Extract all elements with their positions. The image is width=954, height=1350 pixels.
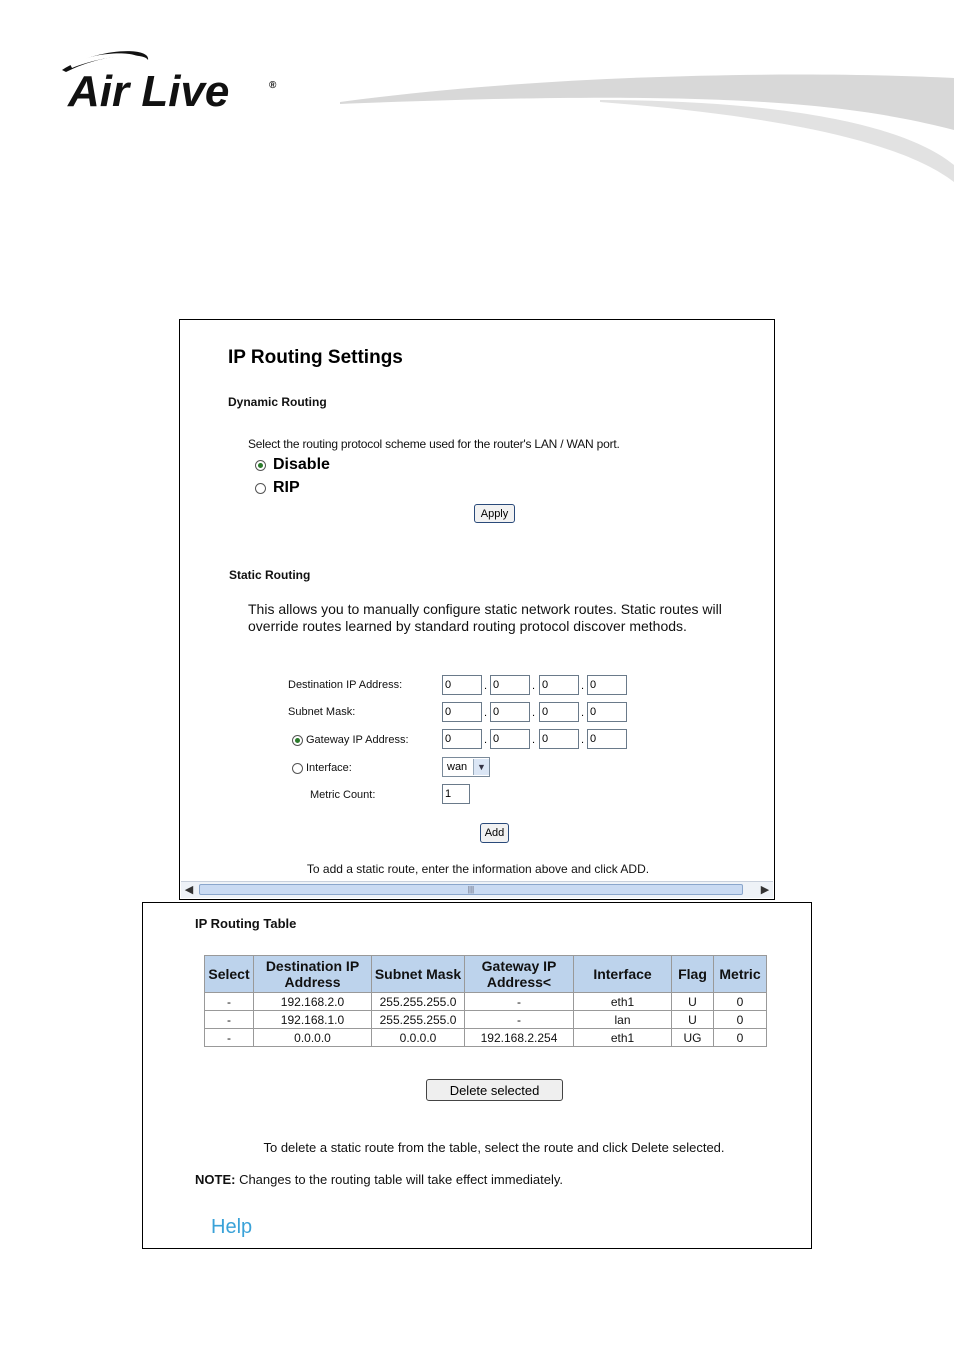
table-header-row <box>205 956 767 993</box>
table-cell: 192.168.1.0 <box>254 1011 372 1029</box>
destination-ip-octet-4[interactable] <box>587 675 627 695</box>
table-cell: eth1 <box>574 993 672 1011</box>
subnet-mask-octet-4[interactable] <box>587 702 627 722</box>
header-swoosh <box>340 70 954 190</box>
scroll-right-icon[interactable]: ▶ <box>760 884 770 896</box>
scroll-left-icon[interactable]: ◀ <box>184 884 194 896</box>
table-cell: 192.168.2.254 <box>465 1029 574 1047</box>
radio-disable[interactable] <box>255 460 266 471</box>
gateway-ip-octet-2[interactable] <box>490 729 530 749</box>
octet-separator: . <box>484 680 488 692</box>
page-title: IP Routing Settings <box>228 347 403 368</box>
destination-ip-octet-3[interactable] <box>539 675 579 695</box>
metric-count-input[interactable] <box>442 784 470 804</box>
octet-separator: . <box>532 734 536 746</box>
help-link[interactable]: Help <box>211 1216 253 1238</box>
octet-separator: . <box>484 734 488 746</box>
radio-interface[interactable] <box>292 763 303 774</box>
note-line <box>195 1172 563 1187</box>
routing-table-panel <box>142 902 812 1249</box>
table-cell: lan <box>574 1011 672 1029</box>
interface-radio-option[interactable] <box>292 762 352 774</box>
subnet-mask-octet-1[interactable] <box>442 702 482 722</box>
table-cell: U <box>672 1011 714 1029</box>
static-routing-description: This allows you to manually configure static network routes. Static routes will override routes learned by standard routing protocol discover methods. <box>248 601 722 634</box>
table-row[interactable] <box>205 1011 767 1029</box>
table-cell[interactable]: - <box>205 993 254 1011</box>
subnet-mask-octet-2[interactable] <box>490 702 530 722</box>
delete-route-note: To delete a static route from the table, select the route and click Delete selected. <box>263 1140 725 1155</box>
table-cell: 255.255.255.0 <box>372 1011 465 1029</box>
scrollbar-thumb[interactable]: ||| <box>199 884 743 895</box>
table-row[interactable] <box>205 1029 767 1047</box>
note-text: Changes to the routing table will take effect immediately. <box>235 1172 564 1187</box>
destination-ip-label: Destination IP Address: <box>288 679 403 691</box>
routing-table <box>204 955 767 1047</box>
svg-text:®: ® <box>269 80 277 91</box>
table-row[interactable] <box>205 993 767 1011</box>
table-cell: U <box>672 993 714 1011</box>
table-cell: - <box>465 1011 574 1029</box>
gateway-ip-octet-1[interactable] <box>442 729 482 749</box>
radio-disable-label: Disable <box>273 456 330 473</box>
table-cell: UG <box>672 1029 714 1047</box>
radio-rip[interactable] <box>255 483 266 494</box>
note-prefix: NOTE: <box>195 1172 236 1187</box>
octet-separator: . <box>581 707 585 719</box>
table-cell: 0.0.0.0 <box>372 1029 465 1047</box>
column-header: Select <box>205 956 254 993</box>
radio-option-rip[interactable] <box>255 479 300 497</box>
radio-option-disable[interactable] <box>255 456 330 474</box>
routing-table-title: IP Routing Table <box>195 916 297 931</box>
table-cell: 255.255.255.0 <box>372 993 465 1011</box>
dynamic-routing-description: Select the routing protocol scheme used for the router's LAN / WAN port. <box>248 437 620 451</box>
subnet-mask-octet-3[interactable] <box>539 702 579 722</box>
column-header: Destination IP Address <box>254 956 372 993</box>
horizontal-scrollbar[interactable] <box>181 881 773 898</box>
radio-gateway[interactable] <box>292 735 303 746</box>
table-cell: 0.0.0.0 <box>254 1029 372 1047</box>
octet-separator: . <box>484 707 488 719</box>
routing-settings-panel <box>179 319 775 900</box>
add-route-note: To add a static route, enter the information above and click ADD. <box>306 862 650 876</box>
table-cell: 0 <box>714 1011 767 1029</box>
column-header: Gateway IP Address< <box>465 956 574 993</box>
static-routing-title: Static Routing <box>229 568 311 582</box>
dynamic-routing-title: Dynamic Routing <box>228 395 327 409</box>
gateway-radio-option[interactable] <box>292 734 409 746</box>
gateway-ip-label: Gateway IP Address: <box>306 734 409 746</box>
airlive-logo <box>56 48 286 118</box>
octet-separator: . <box>532 680 536 692</box>
column-header: Metric <box>714 956 767 993</box>
gateway-ip-octet-3[interactable] <box>539 729 579 749</box>
interface-select[interactable] <box>442 757 490 777</box>
table-cell[interactable]: - <box>205 1011 254 1029</box>
column-header: Flag <box>672 956 714 993</box>
table-cell: 192.168.2.0 <box>254 993 372 1011</box>
octet-separator: . <box>581 734 585 746</box>
metric-count-label: Metric Count: <box>310 789 376 801</box>
table-cell: - <box>465 993 574 1011</box>
octet-separator: . <box>532 707 536 719</box>
subnet-mask-label: Subnet Mask: <box>288 706 356 718</box>
radio-rip-label: RIP <box>273 479 300 496</box>
gateway-ip-octet-4[interactable] <box>587 729 627 749</box>
delete-selected-button[interactable]: Delete selected <box>426 1079 563 1101</box>
destination-ip-octet-2[interactable] <box>490 675 530 695</box>
column-header: Interface <box>574 956 672 993</box>
table-cell: 0 <box>714 993 767 1011</box>
svg-text:Air Live: Air Live <box>68 67 230 116</box>
page-header <box>0 0 954 200</box>
column-header: Subnet Mask <box>372 956 465 993</box>
table-cell: 0 <box>714 1029 767 1047</box>
apply-button[interactable]: Apply <box>474 504 515 523</box>
octet-separator: . <box>581 680 585 692</box>
table-cell: eth1 <box>574 1029 672 1047</box>
chevron-down-icon[interactable]: ▼ <box>473 759 489 775</box>
interface-label: Interface: <box>306 762 352 774</box>
destination-ip-octet-1[interactable] <box>442 675 482 695</box>
interface-select-value: wan <box>447 761 468 773</box>
table-cell[interactable]: - <box>205 1029 254 1047</box>
add-button[interactable]: Add <box>480 823 509 843</box>
